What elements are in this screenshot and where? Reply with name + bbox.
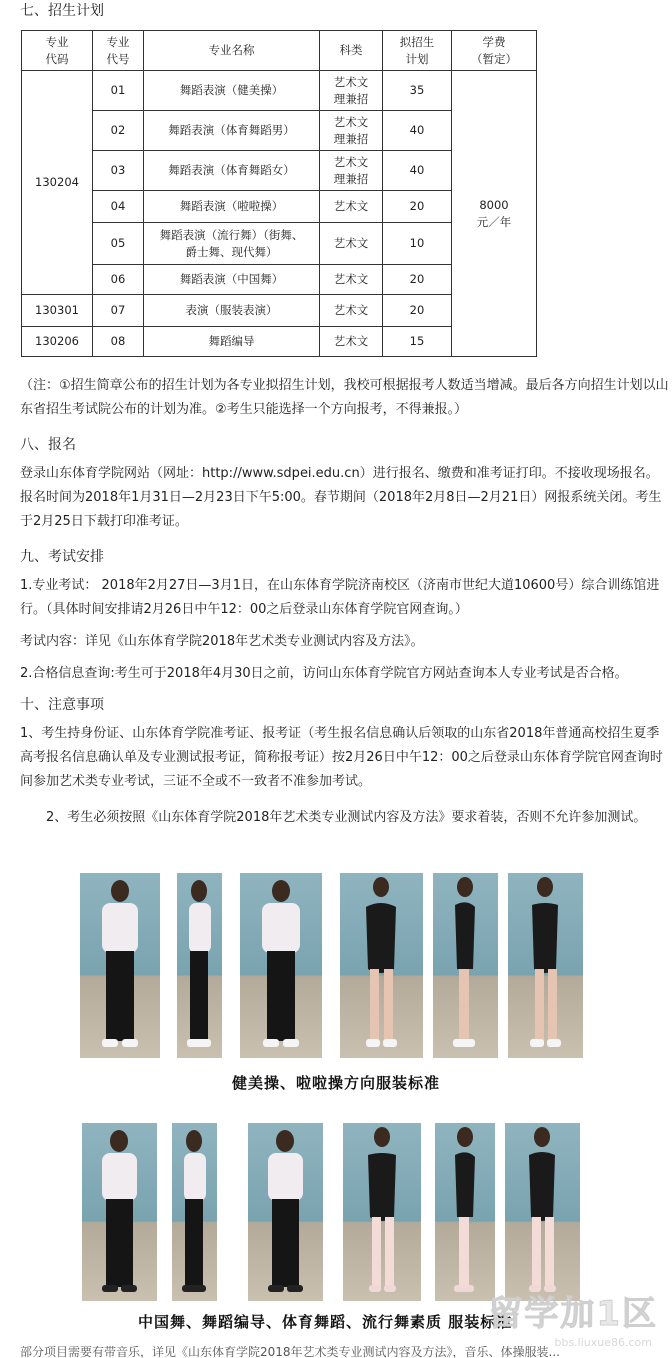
header-major-no: 专业 代号 xyxy=(93,31,144,71)
plan-cell: 40 xyxy=(383,111,452,151)
female-front-photo xyxy=(508,873,583,1058)
category-cell: 艺术文 理兼招 xyxy=(320,151,383,191)
exam-schedule-paragraph: 1.专业考试： 2018年2月27日—3月1日，在山东体育学院济南校区（济南市世纪大道10600号）综合训练馆进行。（具体时间安排请2月26日中午12：00之后登录山东体育学院官网查询。） xyxy=(20,578,660,617)
major-no-cell: 06 xyxy=(93,265,144,295)
major-no-cell: 04 xyxy=(93,191,144,223)
plan-cell: 20 xyxy=(383,191,452,223)
table-row xyxy=(22,71,537,111)
photo-caption-2: 中国舞、舞蹈编导、体育舞蹈、流行舞素质 服装标准 xyxy=(138,1313,513,1331)
male-back-photo xyxy=(248,1123,323,1301)
header-major-name: 专业名称 xyxy=(144,31,320,71)
male-side-photo xyxy=(172,1123,217,1301)
major-name-cell: 舞蹈表演（体育舞蹈男） xyxy=(144,111,320,151)
plan-note: （注：①招生简章公布的招生计划为各专业拟招生计划，我校可根据报考人数适当增减。最后各方向招生计划以山东省招生考试院公布的计划为准。②考生只能选择一个方向报考，不得兼报。） xyxy=(20,378,669,417)
section-8-heading: 八、报名 xyxy=(20,437,76,453)
major-name-cell: 表演（服装表演） xyxy=(144,295,320,327)
category-cell: 艺术文 xyxy=(320,265,383,295)
major-code-cell: 130206 xyxy=(22,327,93,357)
section-7-heading: 七、招生计划 xyxy=(20,3,104,19)
female-back-photo xyxy=(340,873,423,1058)
female-side-photo xyxy=(435,1123,495,1301)
major-no-cell: 07 xyxy=(93,295,144,327)
major-name-cell: 舞蹈表演（啦啦操） xyxy=(144,191,320,223)
major-name-cell: 舞蹈表演（健美操） xyxy=(144,71,320,111)
major-name-cell: 舞蹈编导 xyxy=(144,327,320,357)
table-header-row xyxy=(22,31,537,71)
plan-cell: 20 xyxy=(383,295,452,327)
plan-cell: 15 xyxy=(383,327,452,357)
category-cell: 艺术文 理兼招 xyxy=(320,71,383,111)
plan-cell: 40 xyxy=(383,151,452,191)
male-back-photo xyxy=(240,873,322,1058)
male-front-photo xyxy=(80,873,160,1058)
male-front-photo xyxy=(82,1123,157,1301)
site-watermark-url: bbs.liuxue86.com xyxy=(554,1336,652,1349)
fee-cell: 8000 元／年 xyxy=(452,71,537,357)
major-name-cell: 舞蹈表演（流行舞）（街舞、 爵士舞、现代舞） xyxy=(144,223,320,265)
section-10-heading: 十、注意事项 xyxy=(20,697,104,713)
major-code-cell: 130204 xyxy=(22,71,93,295)
cutoff-text-line: 部分项目需要有带音乐，详见《山东体育学院2018年艺术类专业测试内容及方法》，音乐、体操服装... xyxy=(20,1346,560,1358)
major-code-cell: 130301 xyxy=(22,295,93,327)
category-cell: 艺术文 xyxy=(320,191,383,223)
plan-cell: 10 xyxy=(383,223,452,265)
female-side-photo xyxy=(433,873,498,1058)
plan-cell: 35 xyxy=(383,71,452,111)
category-cell: 艺术文 xyxy=(320,295,383,327)
male-side-photo xyxy=(177,873,222,1058)
major-no-cell: 03 xyxy=(93,151,144,191)
site-watermark: 留学加1区 xyxy=(488,1294,658,1334)
header-category: 科类 xyxy=(320,31,383,71)
major-no-cell: 08 xyxy=(93,327,144,357)
exam-content-paragraph: 考试内容：详见《山东体育学院2018年艺术类专业测试内容及方法》。 xyxy=(20,634,424,649)
major-name-cell: 舞蹈表演（中国舞） xyxy=(144,265,320,295)
enrollment-plan-table xyxy=(21,30,537,357)
major-no-cell: 01 xyxy=(93,71,144,111)
registration-paragraph: 登录山东体育学院网站（网址：http://www.sdpei.edu.cn）进行报名、缴费和准考证打印。不接收现场报名。报名时间为2018年1月31日—2月23日下午5:00。春节期间（2018年2月8日—2月21日）网报系统关闭。考生于2月25日下载打印准考证。 xyxy=(20,466,662,529)
header-fee: 学费 （暂定） xyxy=(452,31,537,71)
notice-paragraph-1: 1、考生持身份证、山东体育学院准考证、报考证（考生报名信息确认后领取的山东省2018年普通高校招生夏季高考报名信息确认单及专业测试报考证，简称报考证）按2月26日中午12：00之后登录山东体育学院官网查询时间参加艺术类专业考试，三证不全或不一致者不准参加考试。 xyxy=(20,726,663,789)
notice-paragraph-2: 2、考生必须按照《山东体育学院2018年艺术类专业测试内容及方法》要求着装，否则不允许参加测试。 xyxy=(46,810,647,825)
photo-caption-1: 健美操、啦啦操方向服装标准 xyxy=(232,1074,441,1092)
category-cell: 艺术文 xyxy=(320,327,383,357)
section-9-heading: 九、考试安排 xyxy=(20,549,104,565)
category-cell: 艺术文 xyxy=(320,223,383,265)
plan-cell: 20 xyxy=(383,265,452,295)
major-name-cell: 舞蹈表演（体育舞蹈女） xyxy=(144,151,320,191)
female-front-photo xyxy=(343,1123,421,1301)
female-back-photo xyxy=(505,1123,580,1301)
header-major-code: 专业 代码 xyxy=(22,31,93,71)
major-no-cell: 05 xyxy=(93,223,144,265)
result-query-paragraph: 2.合格信息查询:考生可于2018年4月30日之前，访问山东体育学院官方网站查询本人专业考试是否合格。 xyxy=(20,666,628,681)
major-no-cell: 02 xyxy=(93,111,144,151)
header-plan: 拟招生 计划 xyxy=(383,31,452,71)
category-cell: 艺术文 理兼招 xyxy=(320,111,383,151)
